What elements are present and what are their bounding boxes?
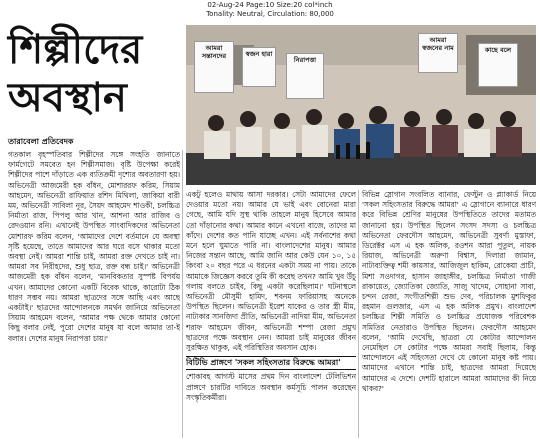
column-rule-1 <box>182 150 183 438</box>
news-photo <box>186 25 536 185</box>
article-column-3 <box>362 190 536 438</box>
article-column-1 <box>8 150 180 438</box>
protest-placard-3: নিরাপত্তা <box>286 53 324 99</box>
article-column-3-text: বিভিন্ন স্লোগান সংবলিত ব্যানার, ফেস্টুন ও প্ল্যাকার্ড নিয়ে 'সকল সহিংসতার বিরুদ্ধে আমরা' এ স্লোগানে ব্যানারে ধারণ করে বিভিন্ন শ্রেণির মানুষের উপস্থিতিতে তাদের মতামত জানানো হয়। উপস্থিত ছিলেন সংসদ সদস্য ও চলচ্চিত্র অভিনেতা ফেরদৌস আহমেদ, অভিনেত্রী সুবর্ণা মুস্তাফা, ডিরেক্টর এস এ হক অলিক, রওশন আরা পুতুল, নায়ক রিয়াজ, অভিনেত্রী অরুণা বিশ্বাস, দিলারা জামান, নাট্যব্যক্তিত্ব শমী কায়সার, আজিজুল হাকিম, রোকেয়া প্রাচী, মিশা সওদাগর, হাসান জাহাঙ্গীর, চলচ্চিত্র নির্মাতা গাজী রাকায়েত, জ্যোতিকা জ্যোতি, সাজু খাদেম, সোহানা সাবা, চন্দন রেজা, সংগীতশিল্পী শুভ দেব, পরিচালক মুশফিকুর রহমান গুলজার, এস এ হক অলিক প্রমুখ। বাংলাদেশ চলচ্চিত্র শিল্পী সমিতি ও চলচ্চিত্র প্রযোজক পরিবেশক সমিতির নেতারাও উপস্থিত ছিলেন। ফেরদৌস আহমেদ বলেন, 'আমি দেখেছি, ছাত্ররা যে কোটার আন্দোলন নেমেছিল সে কোটার পক্ষে আমরা সবাই ছিলাম, কিন্তু আন্দোলনে এই সহিংসতা দেখে যে কোনো মানুষ কষ্ট পায়। আমাদের এখানে শান্তি চাই, ছাত্রদের আমরা দিয়েছে আমাদের এ দেশে। দেশটি হারালে আমরা আমাদের কী নিয়ে থাকব?' <box>362 190 536 393</box>
clipping-meta-line-1: 02-Aug-24 Page:10 Size:20 col*inch <box>207 1 333 9</box>
protest-placard-5: কাছে বলে <box>478 43 518 87</box>
article-subhead: বিটিভি প্রাঙ্গণে 'সকল সহিংসতার বিরুদ্ধে আমরা' <box>186 356 356 370</box>
clipping-meta-line-2: Tonality: Neutral, Circulation: 80,000 <box>206 10 334 18</box>
headline-line-1: শিল্পীদের <box>8 26 143 73</box>
protest-placard-1: আমরা সন্তানদের <box>194 41 234 93</box>
clipping-meta <box>0 1 540 19</box>
headline <box>8 26 178 122</box>
article-column-2-text: একটু হলেও মাথায় আসা দরকার। সেটা আমাদের ফেলে দেওয়ার মতো নয়। আমার যে ভাই এবং বোনেরা মারা গেছে, আমি যদি সুস্থ থাকি তাহলে মানুষ হিসেবে আমার তো দাঁড়ানোর কথা। আমার কানে এখনো বাজে, তাদের মা কাঁদে। দেশের কত পানি যাচ্ছে এখন। এই সর্বনাশের কথা মনে হলে ঘুমাতে পারি না। বাংলাদেশের মানুষ। আমার নিজের সন্তান আছে, আমি জানি আর কেউ যেন ১০, ১৫ কিংবা ২০ বছর পরে এ ধরনের একটা সময় না পায়। তাকে আমাকে জিজ্ঞেস করবে তুমি কী করেছ তখন? আমি খুব উঁচু গলায় বলতে চাইব, কিছু একটা করেছিলাম।' ঘটনাস্থলে অভিনেত্রী মৌসুমী হামিদ, শবনম ফারিয়াসহ অনেকে উপস্থিত ছিলেন। অভিনেত্রী ইরেশ যাকের ও তার স্ত্রী মীম, নাট্যকার সানজিদা প্রীতি, অভিনেত্রী নাদিয়া মীম, অভিনেতা শরাফ আহমেদ জীবন, অভিনেত্রী শম্পা রেজা প্রমুখ ছাত্রদের পক্ষে অবস্থান নেন। আমরা চাই মানুষের জীবন সুরক্ষিত থাকুক, এই পরিস্থিতির অবসান হোক। <box>186 190 356 353</box>
article-column-2 <box>186 190 356 438</box>
headline-line-2: অবস্থান <box>8 74 127 121</box>
article-column-2-tail: শোকাবহ আগস্ট মাসের প্রথম দিন বাংলাদেশ টেলিভিশন প্রাঙ্গণে চারটির দাবিতে অবস্থান কর্মসূচি পালন করেছেন সংস্কৃতিকর্মীরা। <box>186 372 356 402</box>
byline: তারাবেলা প্রতিবেদক <box>8 137 74 146</box>
protest-placard-2: স্বজন হারা <box>242 47 276 87</box>
protest-placard-4: আমরা স্বজনের নাম <box>418 33 458 73</box>
article-column-1-text: গতকাল বৃহস্পতিবার শিল্পীদের সঙ্গে সংহতি জানাতে ফার্মগেটে সমবেত হন শিল্পীসমাজ। বৃষ্টি উপেক্ষা করেই শিল্পীদের পাশে দাঁড়াতে এক ব্যতিক্রমী দৃশ্যের অবতারণা হয়। অভিনেত্রী আজমেরী হক বাঁধন, মোশাররফ করিম, সিয়াম আহমেদ, অভিনেত্রী রাফিয়াত রশিদ মিথিলা, জাকিয়া বারী মম, অভিনেত্রী সাবিলা নূর, সৈয়দ আহমেদ শাওকী, চলচ্চিত্র নির্মাতা রাজ, পিপলু আর খান, আশনা আর রাজিব ও রেদওয়ান রনি। এখানেই উপস্থিত সাংবাদিকদের অভিনেতা মোশারফ করিম বলেন, 'আমাদের দেশে বর্তমানে যে অবস্থা সৃষ্টি হয়েছে, তাতে আমাদের আর ঘরে বসে থাকার মতো অবস্থা নেই। আমরা শান্তি চাই, আমরা রক্ত দেখতে চাই না। আমরা সব নিরীহদের, শুধু ছাত্র, রক্ত বন্ধ চাই।' অভিনেত্রী আজমেরী হক বাঁধন বলেন, 'মানবিকতার সুস্পষ্ট বিপর্যয় এখন। আমাদের কোনো একটি বিবেক থাকে, কারোটা ঠিক ধারণ সম্ভব নয়। আমরা ছাত্রদের সঙ্গে আছি এবং আছে একটাই।' ছাত্রদের আন্দোলনকে সমর্থন জানিয়ে অভিনেতা সিয়াম আহমেদ বলেন, 'আমার পক্ষ থেকে আমার কোনো কিছু বলার নেই, পুরো দেশের মানুষ যা বলে আমার তা-ই বলার। দেশের মানুষ নিরাপত্তা চায়।' <box>8 150 180 343</box>
column-rule-2 <box>358 190 359 438</box>
